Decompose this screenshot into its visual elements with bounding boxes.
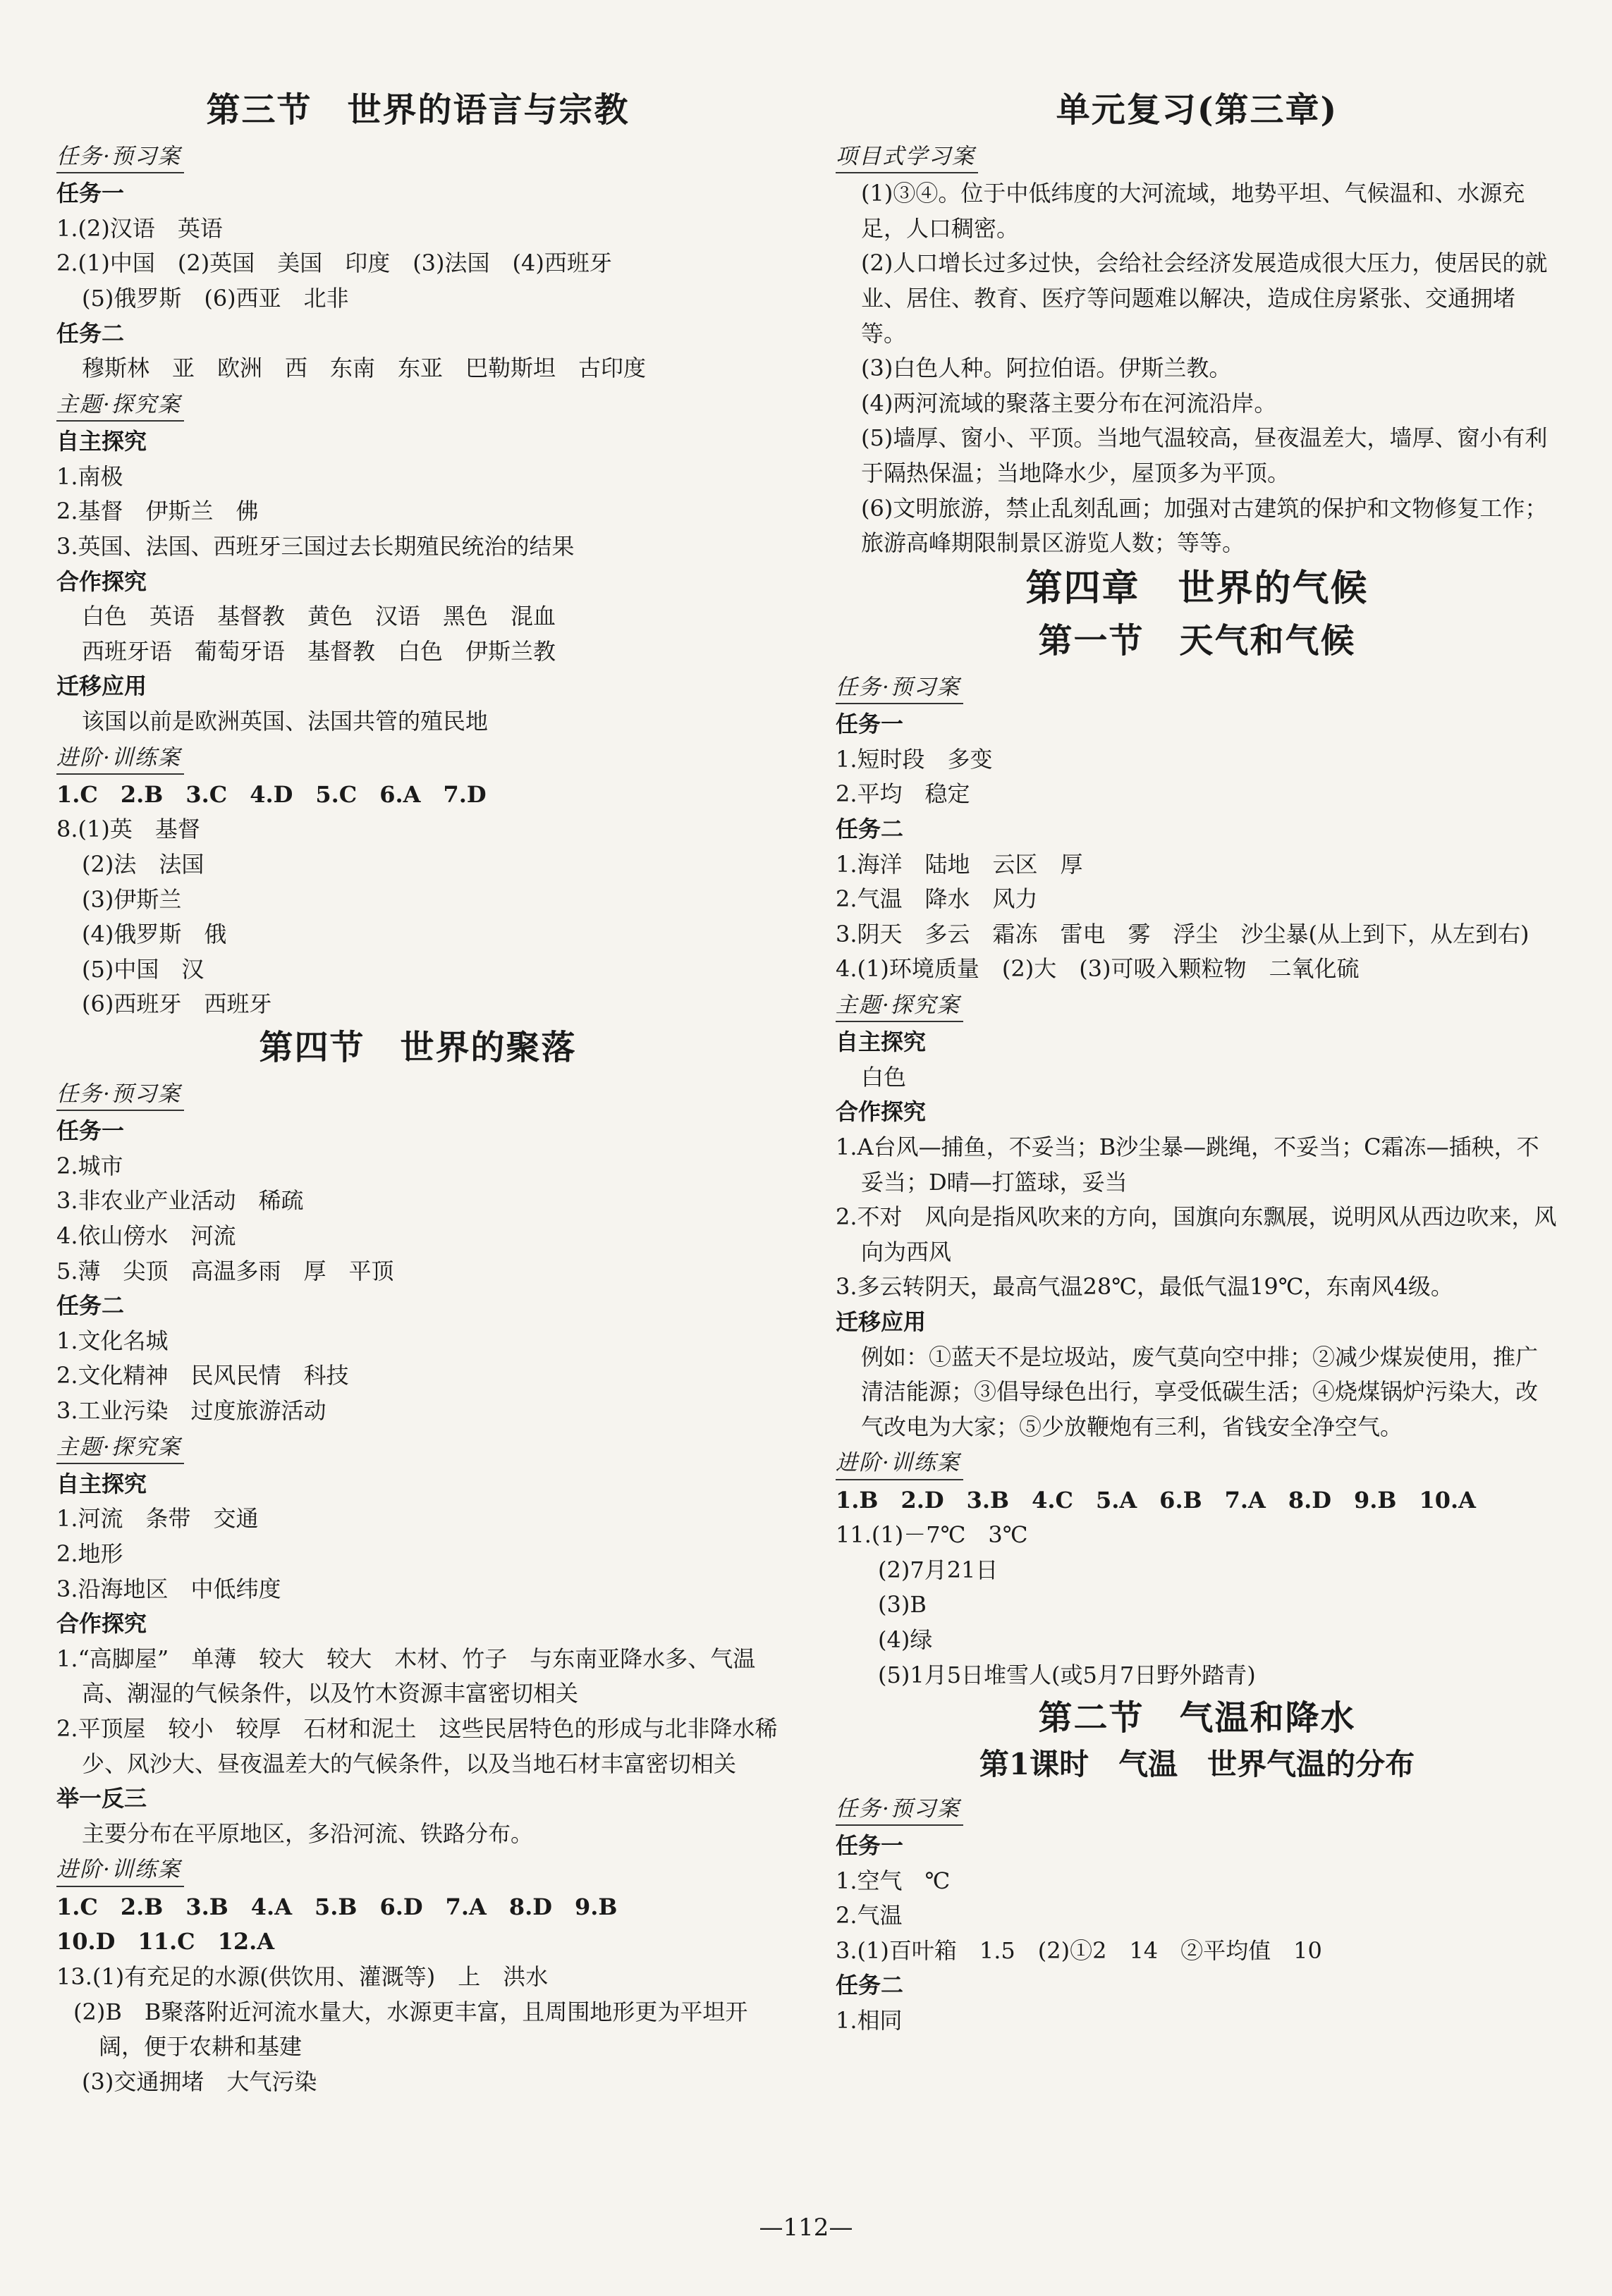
answer-line: 2.城市: [56, 1152, 123, 1179]
answer-line: (5)1月5日堆雪人(或5月7日野外踏青): [878, 1661, 1256, 1688]
page-body: [56, 85, 1558, 2214]
answer-line: 例如：①蓝天不是垃圾站，废气莫向空中排；②减少煤炭使用，推广清洁能源；③倡导绿色出行，享受低碳生活；④烧煤锅炉污染大，改气改电为大家；⑤少放鞭炮有三利，省钱安全净空气。: [861, 1343, 1539, 1440]
answer-line: 8.(1)英 基督: [56, 816, 200, 843]
answer-line: 2.地形: [56, 1540, 123, 1568]
subsection-heading: 迁移应用: [836, 1308, 927, 1335]
answer-line: 1.文化名城: [56, 1327, 169, 1354]
answer-line: 2.平顶屋 较小 较厚 石材和泥土 这些民居特色的形成与北非降水稀少、风沙大、昼夜温差大的气候条件，以及当地石材丰富密切相关: [56, 1715, 778, 1777]
answer-line: 2.平均 稳定: [836, 780, 970, 808]
answer-line: 1.河流 条带 交通: [56, 1505, 259, 1533]
answer-line: (6)文明旅游，禁止乱刻乱画；加强对古建筑的保护和文物修复工作；旅游高峰期限制景区游览人数；等等。: [861, 494, 1548, 557]
answer-line: 3.英国、法国、西班牙三国过去长期殖民统治的结果: [56, 532, 575, 560]
answer-line: 1.海洋 陆地 云区 厚: [836, 850, 1083, 878]
answer-line: 该国以前是欧洲英国、法国共管的殖民地: [82, 707, 489, 735]
subsection-heading: 迁移应用: [56, 673, 147, 700]
answer-line: 1.C 2.B 3.B 4.A 5.B 6.D 7.A 8.D 9.B: [56, 1893, 618, 1920]
answer-line: 2.基督 伊斯兰 佛: [56, 498, 259, 525]
tag-project: 项目式学习案: [836, 142, 978, 173]
answer-line: (2)法 法国: [82, 850, 204, 878]
answer-line: (5)俄罗斯 (6)西亚 北非: [82, 285, 349, 312]
answer-line: (1)③④。位于中低纬度的大河流域，地势平坦、气候温和、水源充足，人口稠密。: [861, 180, 1525, 242]
section-title: 第一节 天气和气候: [1038, 620, 1356, 661]
answer-line: 白色: [861, 1063, 907, 1091]
subsection-heading: 自主探究: [56, 1470, 147, 1497]
answer-line: (3)交通拥堵 大气污染: [82, 2068, 317, 2095]
subsection-heading: 合作探究: [836, 1098, 927, 1126]
answer-line: (3)B: [878, 1591, 927, 1619]
answer-line: (2)人口增长过多过快，会给社会经济发展造成很大压力，使居民的就业、居住、教育、医疗等问题难以解决，造成住房紧张、交通拥堵等。: [861, 250, 1548, 347]
answer-line: 4.(1)环境质量 (2)大 (3)可吸入颗粒物 二氧化硫: [836, 955, 1360, 983]
section-title: 第四节 世界的聚落: [259, 1027, 577, 1067]
subsection-heading: 举一反三: [56, 1785, 147, 1812]
answer-line: 2.(1)中国 (2)英国 美国 印度 (3)法国 (4)西班牙: [56, 250, 612, 277]
answer-line: (6)西班牙 西班牙: [82, 990, 272, 1018]
answer-line: 13.(1)有充足的水源(供饮用、灌溉等) 上 洪水: [56, 1963, 549, 1990]
section-title: 第二节 气温和降水: [1038, 1698, 1356, 1738]
answer-line: 白色 英语 基督教 黄色 汉语 黑色 混血: [82, 603, 556, 630]
section-title: 第三节 世界的语言与宗教: [206, 90, 630, 130]
answer-line: 穆斯林 亚 欧洲 西 东南 东亚 巴勒斯坦 古印度: [82, 355, 647, 382]
right-column: [836, 85, 1558, 2214]
answer-line: 3.阴天 多云 霜冻 雷电 雾 浮尘 沙尘暴(从上到下，从左到右): [836, 920, 1529, 947]
answer-line: 3.(1)百叶箱 1.5 (2)①2 14 ②平均值 10: [836, 1936, 1322, 1964]
answer-line: 3.多云转阴天，最高气温28℃，最低气温19℃，东南风4级。: [836, 1273, 1453, 1301]
answer-line: 4.依山傍水 河流: [56, 1222, 236, 1250]
answer-line: (4)绿: [878, 1626, 933, 1653]
tag-preview: 任务·预习案: [836, 673, 963, 704]
task-heading: 任务一: [56, 1117, 125, 1145]
answer-line: (5)墙厚、窗小、平顶。当地气温较高，昼夜温差大，墙厚、窗小有利于隔热保温；当地降水少，屋顶多为平顶。: [861, 424, 1548, 487]
answer-line: (2)B B聚落附近河流水量大，水源更丰富，且周围地形更为平坦开阔，便于农耕和基建: [73, 1998, 748, 2061]
task-heading: 任务一: [836, 1831, 904, 1859]
lesson-title: 第1课时 气温 世界气温的分布: [979, 1747, 1415, 1782]
section-title: 单元复习(第三章): [1056, 90, 1338, 130]
answer-line: 3.非农业产业活动 稀疏: [56, 1187, 304, 1215]
task-heading: 任务一: [836, 711, 904, 738]
subsection-heading: 合作探究: [56, 567, 147, 595]
tag-preview: 任务·预习案: [836, 1795, 963, 1826]
answer-line: 2.不对 风向是指风吹来的方向，国旗向东飘展，说明风从西边吹来，风向为西风: [836, 1203, 1557, 1265]
answer-line: (2)7月21日: [878, 1556, 999, 1583]
answer-line: 2.气温: [836, 1902, 903, 1929]
answer-line: (4)两河流域的聚落主要分布在河流沿岸。: [861, 389, 1277, 417]
tag-train: 进阶·训练案: [56, 744, 184, 775]
answer-line: 3.沿海地区 中低纬度: [56, 1575, 281, 1602]
answer-line: 主要分布在平原地区，多沿河流、铁路分布。: [82, 1819, 534, 1847]
task-heading: 任务二: [56, 1292, 125, 1320]
answer-line: 1.相同: [836, 2006, 903, 2034]
answer-line: 1.C 2.B 3.C 4.D 5.C 6.A 7.D: [56, 780, 487, 808]
answer-line: (4)俄罗斯 俄: [82, 921, 227, 948]
tag-preview: 任务·预习案: [56, 1080, 184, 1111]
tag-preview: 任务·预习案: [56, 142, 184, 173]
tag-explore: 主题·探究案: [836, 991, 963, 1022]
subsection-heading: 合作探究: [56, 1610, 147, 1638]
answer-line: 10.D 11.C 12.A: [56, 1928, 275, 1956]
subsection-heading: 自主探究: [56, 428, 147, 455]
answer-line: 1.空气 ℃: [836, 1867, 951, 1894]
answer-line: 1.“高脚屋” 单薄 较大 较大 木材、竹子 与东南亚降水多、气温高、潮湿的气候条件，以及竹木资源丰富密切相关: [56, 1645, 756, 1707]
answer-line: (3)伊斯兰: [82, 885, 182, 913]
answer-line: 1.南极: [56, 462, 123, 490]
task-heading: 任务二: [56, 319, 125, 347]
answer-line: 2.文化精神 民风民情 科技: [56, 1362, 349, 1389]
task-heading: 任务二: [836, 815, 904, 842]
task-heading: 任务一: [56, 180, 125, 207]
subsection-heading: 自主探究: [836, 1029, 927, 1056]
answer-line: (5)中国 汉: [82, 955, 204, 983]
answer-line: 1.B 2.D 3.B 4.C 5.A 6.B 7.A 8.D 9.B 10.A: [836, 1486, 1476, 1514]
answer-line: 11.(1)－7℃ 3℃: [836, 1521, 1028, 1549]
answer-line: 3.工业污染 过度旅游活动: [56, 1397, 326, 1424]
task-heading: 任务二: [836, 1972, 904, 1999]
answer-line: 1.A台风—捕鱼，不妥当；B沙尘暴—跳绳，不妥当；C霜冻—插秧，不妥当；D晴—打篮球，妥当: [836, 1133, 1539, 1196]
answer-line: 2.气温 降水 风力: [836, 885, 1038, 913]
tag-train: 进阶·训练案: [836, 1449, 963, 1480]
answer-line: 西班牙语 葡萄牙语 基督教 白色 伊斯兰教: [82, 637, 556, 665]
left-column: [56, 85, 779, 2214]
tag-explore: 主题·探究案: [56, 391, 184, 422]
answer-line: (3)白色人种。阿拉伯语。伊斯兰教。: [861, 355, 1232, 382]
page-number: —112—: [759, 2214, 853, 2242]
answer-line: 1.(2)汉语 英语: [56, 214, 223, 242]
tag-train: 进阶·训练案: [56, 1855, 184, 1886]
answer-line: 1.短时段 多变: [836, 745, 993, 773]
tag-explore: 主题·探究案: [56, 1433, 184, 1464]
answer-line: 5.薄 尖顶 高温多雨 厚 平顶: [56, 1257, 394, 1284]
chapter-title: 第四章 世界的气候: [1025, 566, 1369, 610]
